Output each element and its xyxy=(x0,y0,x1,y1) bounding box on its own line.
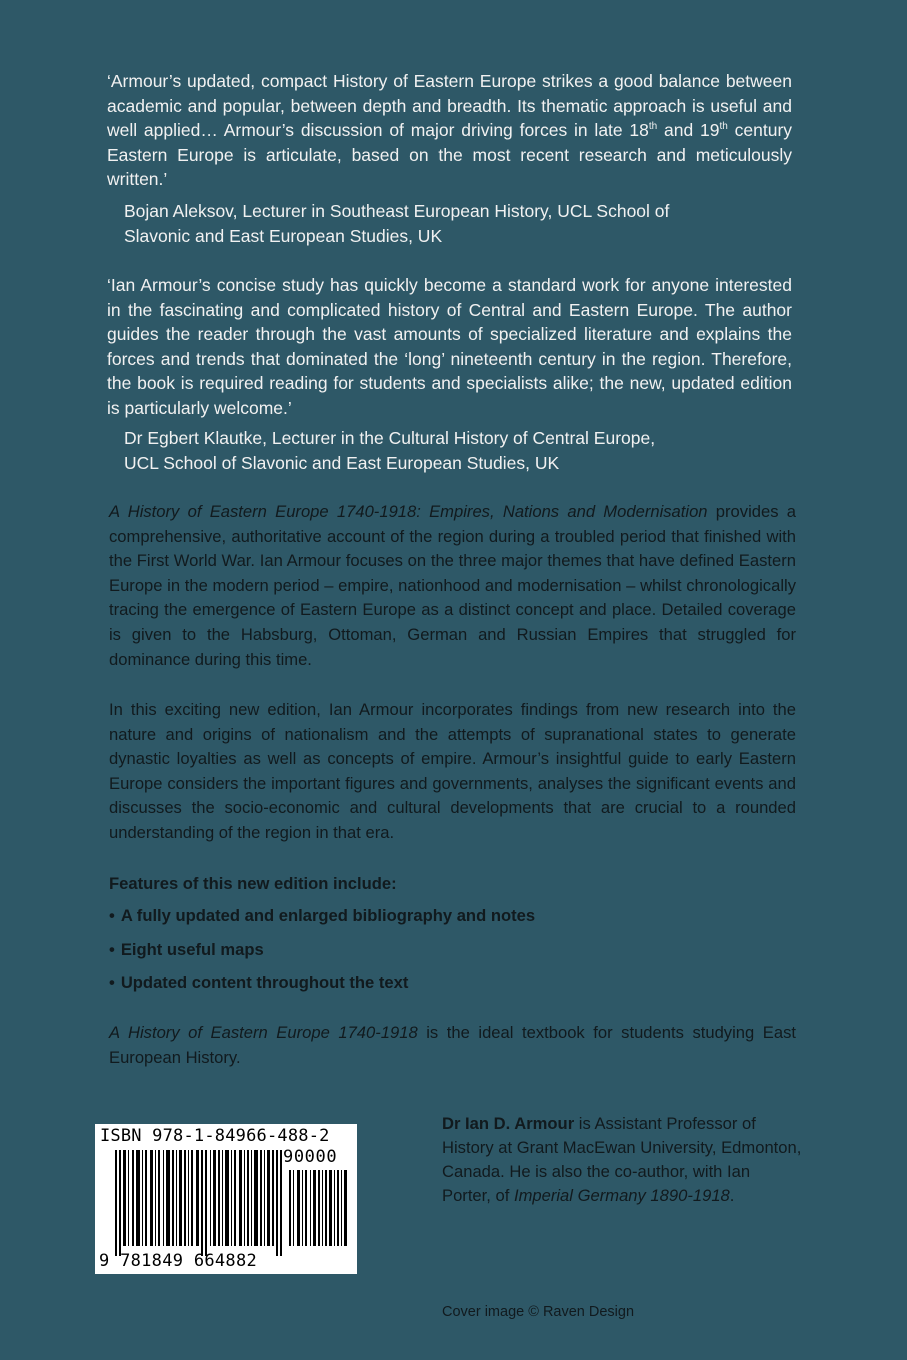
author-bio: Dr Ian D. Armour is Assistant Professor of History at Grant MacEwan University, Edmonton, Canada. He is also the co-author, with Ian Porter, of Imperial Germany 1890-1918. xyxy=(442,1114,802,1205)
review-attribution-2: Dr Egbert Klautke, Lecturer in the Cultural History of Central Europe, UCL School of Slavonic and East European Studies, UK xyxy=(124,428,656,473)
isbn-label: ISBN 978-1-84966-488-2 xyxy=(100,1126,330,1146)
features-heading: Features of this new edition include: xyxy=(109,874,397,893)
price-code: 90000 xyxy=(283,1147,338,1167)
description-paragraph-1: A History of Eastern Europe 1740-1918: Empires, Nations and Modernisation provides a comprehensive, authoritative account of the region during a troubled period that finished with the First World War. Ian Armour focuses on the three major themes that have defined Eastern Europe in the modern period – empire, nationhood and modernisation – whilst chronologically tracing the emergence of Eastern Europe as a distinct concept and place. Detailed coverage is given to the Habsburg, Ottoman, German and Russian Empires that struggled for dominance during this time. xyxy=(109,502,797,669)
description-paragraph-2: In this exciting new edition, Ian Armour incorporates findings from new research into the nature and origins of nationalism and the attempts of supranational states to generate dynastic loyalties as well as concepts of empire. Armour’s insightful guide to early Eastern Europe considers the important figures and governments, analyses the significant events and discusses the socio-economic and cultural developments that are crucial to a rounded understanding of the region in that era. xyxy=(109,700,796,842)
closing-statement: A History of Eastern Europe 1740-1918 is the ideal textbook for students studying East European History. xyxy=(109,1023,796,1067)
review-attribution-1: Bojan Aleksov, Lecturer in Southeast European History, UCL School of Slavonic and East European Studies, UK xyxy=(124,201,670,246)
feature-item: • Eight useful maps xyxy=(109,939,264,959)
review-quote-2: ‘Ian Armour’s concise study has quickly become a standard work for anyone interested in the fascinating and complicated history of Central and Eastern Europe. The author guides the reader through the vast amounts of specialized literature and explains the forces and trends that dominated the ‘long’ nineteenth century in the region. Therefore, the book is required reading for students and specialists alike; the new, updated edition is particularly welcome.’ xyxy=(107,275,792,418)
book-title: A History of Eastern Europe 1740-1918: Empires, Nations and Modernisation xyxy=(109,502,708,521)
author-name: Dr Ian D. Armour xyxy=(442,1114,575,1133)
features-list xyxy=(109,906,535,1007)
feature-item: • Updated content throughout the text xyxy=(109,973,409,992)
cover-image-credit: Cover image © Raven Design xyxy=(442,1304,635,1320)
isbn-barcode xyxy=(95,1124,357,1274)
feature-item: • A fully updated and enlarged bibliography and notes xyxy=(109,906,536,925)
review-quote-1: ‘Armour’s updated, compact History of Eastern Europe strikes a good balance between academic and popular, between depth and breadth. Its thematic approach is useful and well applied… Armour’s discussion of major driving forces in late 18th and 19th century Eastern Europe is articulate, based on the most recent research and meticulously written.’ xyxy=(107,71,793,190)
ean-number: 9 781849 664882 xyxy=(99,1251,258,1271)
